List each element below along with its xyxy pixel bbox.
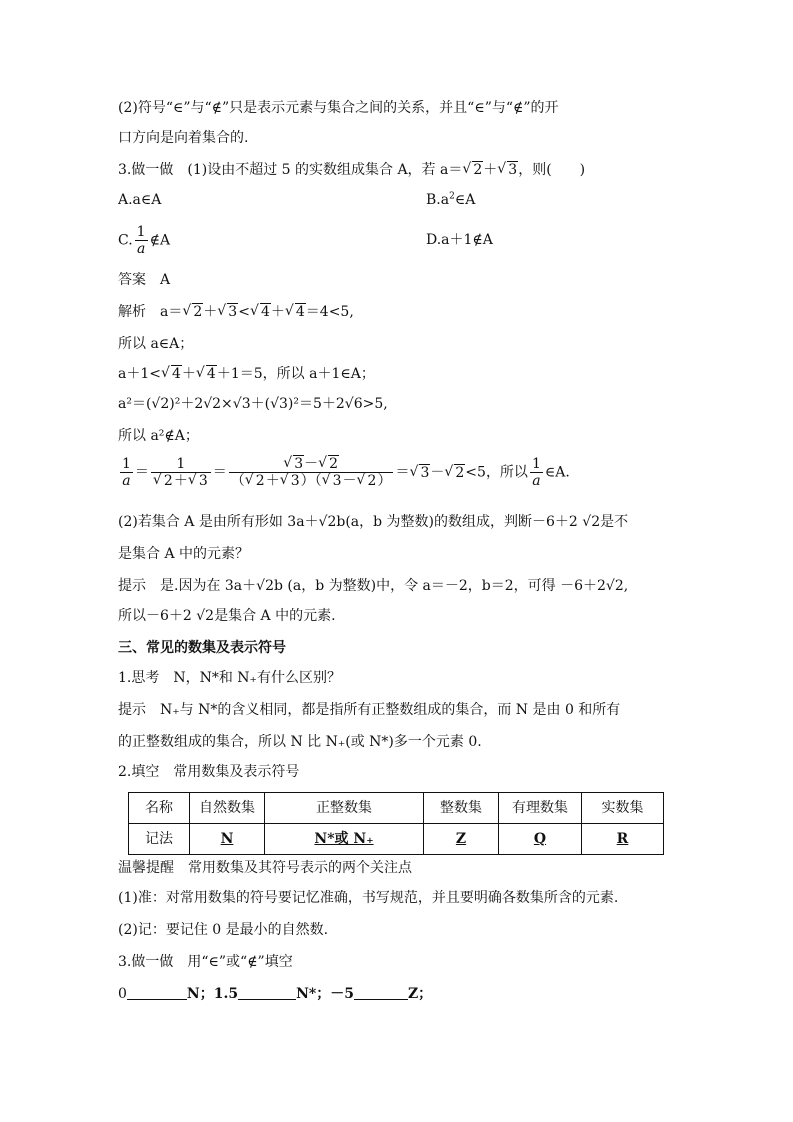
table-cell: Z bbox=[424, 824, 499, 855]
question-2: (2)若集合 A 是由所有形如 3a＋√2b(a，b 为整数)的数组成，判断－6＋2 √2是不 bbox=[118, 514, 629, 530]
table-cell: N*或 N₊ bbox=[265, 824, 424, 855]
table-cell: 整数集 bbox=[424, 793, 499, 824]
table-cell: 名称 bbox=[129, 793, 190, 824]
answer-blank[interactable] bbox=[354, 985, 408, 1000]
answer-blank[interactable] bbox=[238, 985, 296, 1000]
text-line: 所以－6＋2 √2是集合 A 中的元素. bbox=[118, 608, 336, 624]
table-cell: 记法 bbox=[129, 824, 190, 855]
table-cell: Q bbox=[499, 824, 582, 855]
table-cell: N bbox=[190, 824, 265, 855]
table-row bbox=[129, 824, 664, 855]
answer-blank[interactable] bbox=[127, 985, 187, 1000]
question-line: 3.做一做 (1)设由不超过 5 的实数组成集合 A，若 a＝√ 2＋√ 3，则( ) bbox=[118, 160, 585, 180]
math-line: a＋1<√ 4＋√ 4＋1＝5，所以 a＋1∈A； bbox=[118, 364, 375, 384]
tip-title: 温馨提醒 常用数集及其符号表示的两个关注点 bbox=[118, 860, 412, 876]
text-line: 所以 a∈A； bbox=[118, 336, 194, 352]
text-line: (2)符号“∈”与“∉”只是表示元素与集合之间的关系，并且“∈”与“∉”的开 bbox=[118, 100, 559, 116]
table-cell: 自然数集 bbox=[190, 793, 265, 824]
number-sets-table bbox=[128, 792, 664, 855]
math-line: a²＝(√2)²＋2√2×√3＋(√3)²＝5＋2√6>5, bbox=[118, 396, 388, 412]
table-cell: 实数集 bbox=[582, 793, 664, 824]
answer: 答案 A bbox=[118, 272, 171, 288]
text-line: 是集合 A 中的元素？ bbox=[118, 546, 250, 562]
text-line: 的正整数组成的集合，所以 N 比 N₊(或 N*)多一个元素 0. bbox=[118, 734, 482, 750]
table-cell: R bbox=[582, 824, 664, 855]
option-c: C. $\frac{1}{a}$ ∉A bbox=[118, 224, 171, 257]
sqrt3: √ 3 bbox=[498, 160, 518, 180]
text: 3.做一做 (1)设由不超过 5 的实数组成集合 A，若 a＝ bbox=[118, 162, 463, 178]
explanation-line: 解析 a＝√ 2＋√ 3<√ 4＋√ 4＝4<5, bbox=[118, 302, 354, 322]
table-row bbox=[129, 793, 664, 824]
text-line: 所以 a²∉A； bbox=[118, 428, 199, 444]
text-line: 口方向是向着集合的. bbox=[118, 130, 249, 146]
sqrt2: √ 2 bbox=[463, 160, 483, 180]
exercise-line: 0 N；1.5 N*；－5 Z； bbox=[118, 986, 433, 1002]
option-d: D.a＋1∉A bbox=[426, 232, 493, 248]
hint: 提示 N₊与 N*的含义相同，都是指所有正整数组成的集合，而 N 是由 0 和所有 bbox=[118, 702, 621, 718]
option-a: A.a∈A bbox=[118, 192, 162, 208]
fill-title: 2.填空 常用数集及表示符号 bbox=[118, 764, 300, 780]
option-b: $B.a^2\in A$ bbox=[426, 191, 476, 208]
text-line: (1)准：对常用数集的符号要记忆准确，书写规范，并且要明确各数集所含的元素. bbox=[118, 890, 619, 906]
text-line: 3.做一做 用“∈”或“∉”填空 bbox=[118, 954, 293, 970]
text: ，则( ) bbox=[518, 162, 586, 178]
section-title: 三、常见的数集及表示符号 bbox=[118, 640, 286, 656]
fraction-line: $\frac{1}{a}$ ＝ 1 √ 2＋√ 3 ＝ √ $\frac{3-√ 2}{(√ 2+√ 3)(√ 3-√ 2)}$ ＝√ 3－√ 2<5，所以 $\frac{1}{a}$ ∈A. bbox=[118, 456, 570, 489]
hint: 提示 是.因为在 3a＋√2b (a，b 为整数)中，令 a＝－2，b＝2，可得 －6＋2√2, bbox=[118, 578, 629, 594]
table-cell: 有理数集 bbox=[499, 793, 582, 824]
table-cell: 正整数集 bbox=[265, 793, 424, 824]
think: 1.思考 N，N*和 N₊有什么区别？ bbox=[118, 670, 341, 686]
text-line: (2)记：要记住 0 是最小的自然数. bbox=[118, 922, 329, 938]
